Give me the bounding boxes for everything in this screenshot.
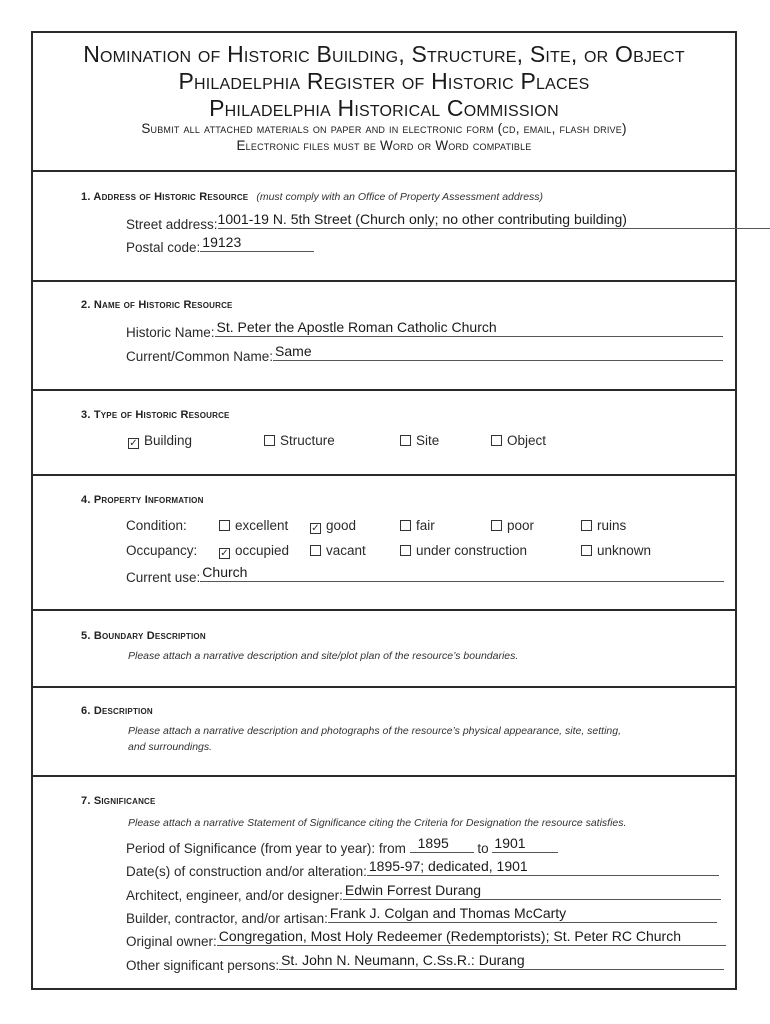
current-use-row bbox=[126, 566, 724, 585]
common-name-field[interactable]: Same bbox=[273, 345, 723, 361]
checkbox-box bbox=[310, 545, 321, 556]
type-structure-checkbox[interactable]: Structure bbox=[264, 433, 335, 448]
form-subtitle-commission: Philadelphia Historical Commission bbox=[209, 95, 559, 121]
section-1-note: (must comply with an Office of Property Assessment address) bbox=[256, 191, 544, 203]
period-of-significance-row bbox=[126, 837, 558, 856]
divider bbox=[33, 474, 735, 476]
submission-instructions: Submit all attached materials on paper and in electronic form (cd, email, flash drive) bbox=[141, 121, 627, 136]
condition-label: Condition: bbox=[126, 518, 187, 533]
section-7-instructions: Please attach a narrative Statement of Significance citing the Criteria for Designation the resource satisfies. bbox=[128, 817, 627, 829]
significant-persons-label: Other significant persons: bbox=[126, 958, 280, 973]
street-address-row bbox=[126, 213, 770, 232]
divider bbox=[33, 170, 735, 172]
construction-dates-row bbox=[126, 860, 719, 879]
checkbox-box bbox=[491, 435, 502, 446]
postal-code-row bbox=[126, 236, 314, 255]
current-use-field[interactable]: Church bbox=[200, 566, 724, 582]
divider bbox=[33, 686, 735, 688]
original-owner-field[interactable]: Congregation, Most Holy Redeemer (Redemptorists); St. Peter RC Church bbox=[217, 930, 726, 946]
type-object-checkbox[interactable]: Object bbox=[491, 433, 546, 448]
current-use-label: Current use: bbox=[126, 570, 201, 585]
architect-row bbox=[126, 884, 721, 903]
checkbox-box bbox=[581, 520, 592, 531]
construction-dates-label: Date(s) of construction and/or alteration: bbox=[126, 864, 367, 879]
significant-persons-row bbox=[126, 954, 724, 973]
condition-fair-checkbox[interactable]: fair bbox=[400, 518, 435, 533]
divider bbox=[33, 609, 735, 611]
original-owner-row bbox=[126, 930, 726, 949]
checkbox-box bbox=[264, 435, 275, 446]
section-6-instructions-line2: and surroundings. bbox=[128, 741, 213, 753]
checkbox-box bbox=[491, 520, 502, 531]
checkbox-box bbox=[581, 545, 592, 556]
section-7-title: 7. Significance bbox=[81, 795, 156, 807]
checkbox-box bbox=[400, 545, 411, 556]
condition-excellent-checkbox[interactable]: excellent bbox=[219, 518, 288, 533]
period-label: Period of Significance (from year to year): from bbox=[126, 841, 406, 856]
section-4-title: 4. Property Information bbox=[81, 494, 204, 506]
checkbox-box bbox=[400, 520, 411, 531]
occupancy-occupied-checkbox[interactable]: ✓ occupied bbox=[220, 543, 290, 559]
street-address-label: Street address: bbox=[126, 217, 218, 232]
section-2-title: 2. Name of Historic Resource bbox=[81, 299, 233, 311]
checkbox-box bbox=[400, 435, 411, 446]
occupancy-unknown-checkbox[interactable]: unknown bbox=[581, 543, 651, 558]
section-6-instructions-line1: Please attach a narrative description and photographs of the resource’s physical appearance, site, setting, bbox=[128, 725, 622, 737]
checkbox-box bbox=[219, 520, 230, 531]
builder-row bbox=[126, 907, 717, 926]
section-1-title: 1. Address of Historic Resource (must comply with an Office of Property Assessment address) bbox=[81, 191, 544, 203]
checkbox-box: ✓ bbox=[220, 548, 229, 559]
form-title: Nomination of Historic Building, Structure, Site, or Object bbox=[83, 41, 685, 67]
occupancy-vacant-checkbox[interactable]: vacant bbox=[310, 543, 366, 558]
occupancy-label: Occupancy: bbox=[126, 543, 198, 558]
condition-ruins-checkbox[interactable]: ruins bbox=[581, 518, 626, 533]
common-name-label: Current/Common Name: bbox=[126, 349, 274, 364]
occupancy-under-construction-checkbox[interactable]: under construction bbox=[400, 543, 527, 558]
section-5-instructions: Please attach a narrative description and site/plot plan of the resource’s boundaries. bbox=[128, 650, 519, 662]
original-owner-label: Original owner: bbox=[126, 934, 217, 949]
historic-name-field[interactable]: St. Peter the Apostle Roman Catholic Church bbox=[215, 321, 723, 337]
section-3-title: 3. Type of Historic Resource bbox=[81, 409, 230, 421]
builder-label: Builder, contractor, and/or artisan: bbox=[126, 911, 328, 926]
street-address-field[interactable]: 1001-19 N. 5th Street (Church only; no other contributing building) bbox=[218, 213, 770, 229]
postal-code-field[interactable]: 19123 bbox=[200, 236, 314, 252]
builder-field[interactable]: Frank J. Colgan and Thomas McCarty bbox=[328, 907, 717, 923]
checkbox-box: ✓ bbox=[311, 523, 320, 534]
nomination-form bbox=[31, 31, 737, 990]
section-6-title: 6. Description bbox=[81, 705, 153, 717]
period-from-field[interactable]: 1895 bbox=[410, 837, 474, 853]
type-building-checkbox[interactable]: ✓ Building bbox=[129, 433, 193, 449]
significant-persons-field[interactable]: St. John N. Neumann, C.Ss.R.: Durang bbox=[279, 954, 724, 970]
file-format-instructions: Electronic files must be Word or Word compatible bbox=[236, 138, 532, 153]
period-to-field[interactable]: 1901 bbox=[492, 837, 558, 853]
section-5-title: 5. Boundary Description bbox=[81, 630, 206, 642]
historic-name-row bbox=[126, 321, 723, 340]
period-to-label: to bbox=[477, 841, 489, 856]
architect-field[interactable]: Edwin Forrest Durang bbox=[343, 884, 721, 900]
postal-code-label: Postal code: bbox=[126, 240, 201, 255]
divider bbox=[33, 280, 735, 282]
historic-name-label: Historic Name: bbox=[126, 325, 215, 340]
divider bbox=[33, 389, 735, 391]
condition-good-checkbox[interactable]: ✓ good bbox=[311, 518, 357, 534]
common-name-row bbox=[126, 345, 723, 364]
condition-poor-checkbox[interactable]: poor bbox=[491, 518, 534, 533]
construction-dates-field[interactable]: 1895-97; dedicated, 1901 bbox=[367, 860, 719, 876]
checkbox-box: ✓ bbox=[129, 438, 138, 449]
architect-label: Architect, engineer, and/or designer: bbox=[126, 888, 343, 903]
form-subtitle-register: Philadelphia Register of Historic Places bbox=[178, 68, 590, 94]
divider bbox=[33, 775, 735, 777]
type-site-checkbox[interactable]: Site bbox=[400, 433, 439, 448]
